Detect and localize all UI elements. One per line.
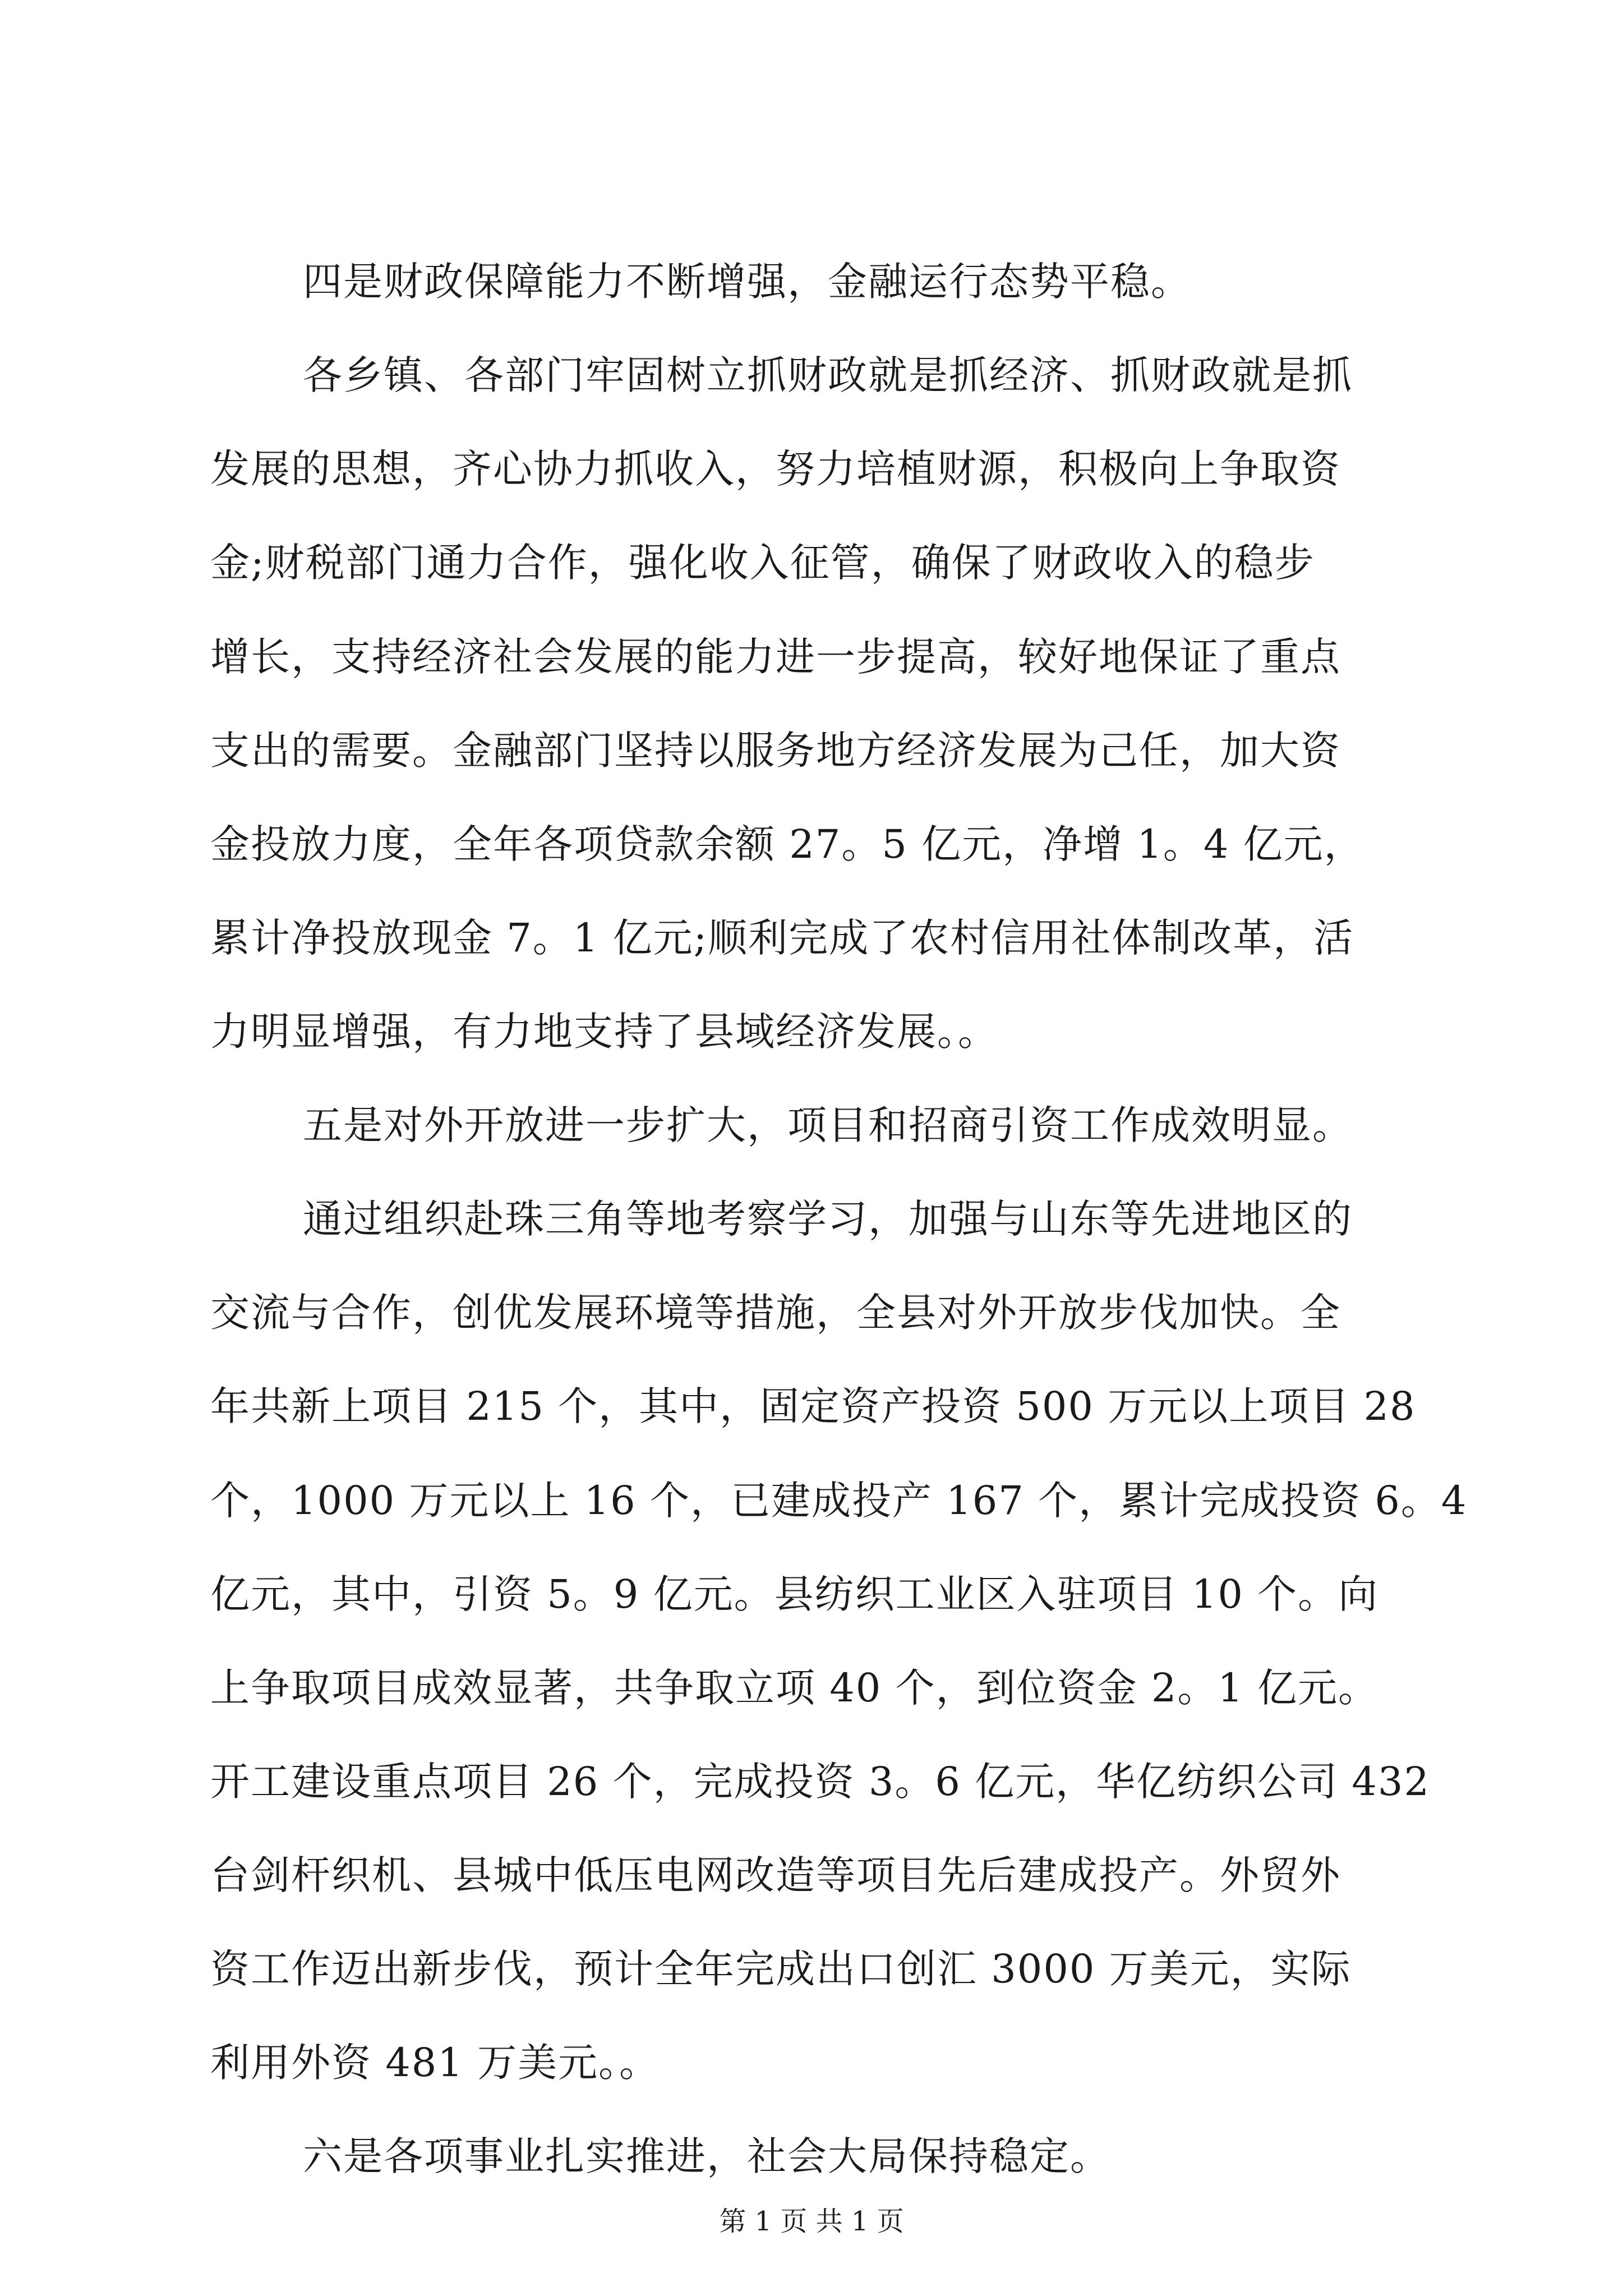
body-text-line: 年共新上项目 215 个，其中，固定资产投资 500 万元以上项目 28: [210, 1383, 1416, 1429]
body-text-line: 开工建设重点项目 26 个，完成投资 3。6 亿元，华亿纺织公司 432: [210, 1759, 1431, 1805]
body-text-line: 资工作迈出新步伐，预计全年完成出口创汇 3000 万美元，实际: [210, 1946, 1352, 1992]
body-text-line: 个，1000 万元以上 16 个，已建成投产 167 个，累计完成投资 6。4: [210, 1478, 1468, 1524]
body-text-line: 金;财税部门通力合作，强化收入征管，确保了财政收入的稳步: [210, 540, 1315, 586]
page-number-footer: 第 1 页 共 1 页: [719, 2206, 904, 2237]
body-text-line: 累计净投放现金 7。1 亿元;顺利完成了农村信用社体制改革，活: [210, 915, 1354, 961]
body-text-line: 五是对外开放进一步扩大，项目和招商引资工作成效明显。: [303, 1102, 1353, 1148]
body-text-line: 支出的需要。金融部门坚持以服务地方经济发展为己任，加大资: [210, 728, 1341, 774]
body-text-line: 四是财政保障能力不断增强，金融运行态势平稳。: [303, 259, 1191, 305]
body-text-line: 上争取项目成效显著，共争取立项 40 个，到位资金 2。1 亿元。: [210, 1665, 1379, 1711]
body-text-line: 交流与合作，创优发展环境等措施，全县对外开放步伐加快。全: [210, 1290, 1341, 1336]
body-text-line: 各乡镇、各部门牢固树立抓财政就是抓经济、抓财政就是抓: [303, 352, 1353, 398]
body-text-line: 亿元，其中，引资 5。9 亿元。县纺织工业区入驻项目 10 个。向: [210, 1571, 1379, 1617]
body-text-line: 台剑杆织机、县城中低压电网改造等项目先后建成投产。外贸外: [210, 1852, 1341, 1898]
body-text-line: 金投放力度，全年各项贷款余额 27。5 亿元，净增 1。4 亿元，: [210, 821, 1364, 867]
body-text-line: 力明显增强，有力地支持了县域经济发展。。: [210, 1009, 998, 1055]
body-text-line: 六是各项事业扎实推进，社会大局保持稳定。: [303, 2133, 1110, 2179]
body-text-line: 通过组织赴珠三角等地考察学习，加强与山东等先进地区的: [303, 1196, 1353, 1242]
body-text-line: 发展的思想，齐心协力抓收入，努力培植财源，积极向上争取资: [210, 446, 1341, 492]
body-text-line: 增长，支持经济社会发展的能力进一步提高，较好地保证了重点: [210, 634, 1341, 680]
body-text-line: 利用外资 481 万美元。。: [210, 2040, 660, 2086]
